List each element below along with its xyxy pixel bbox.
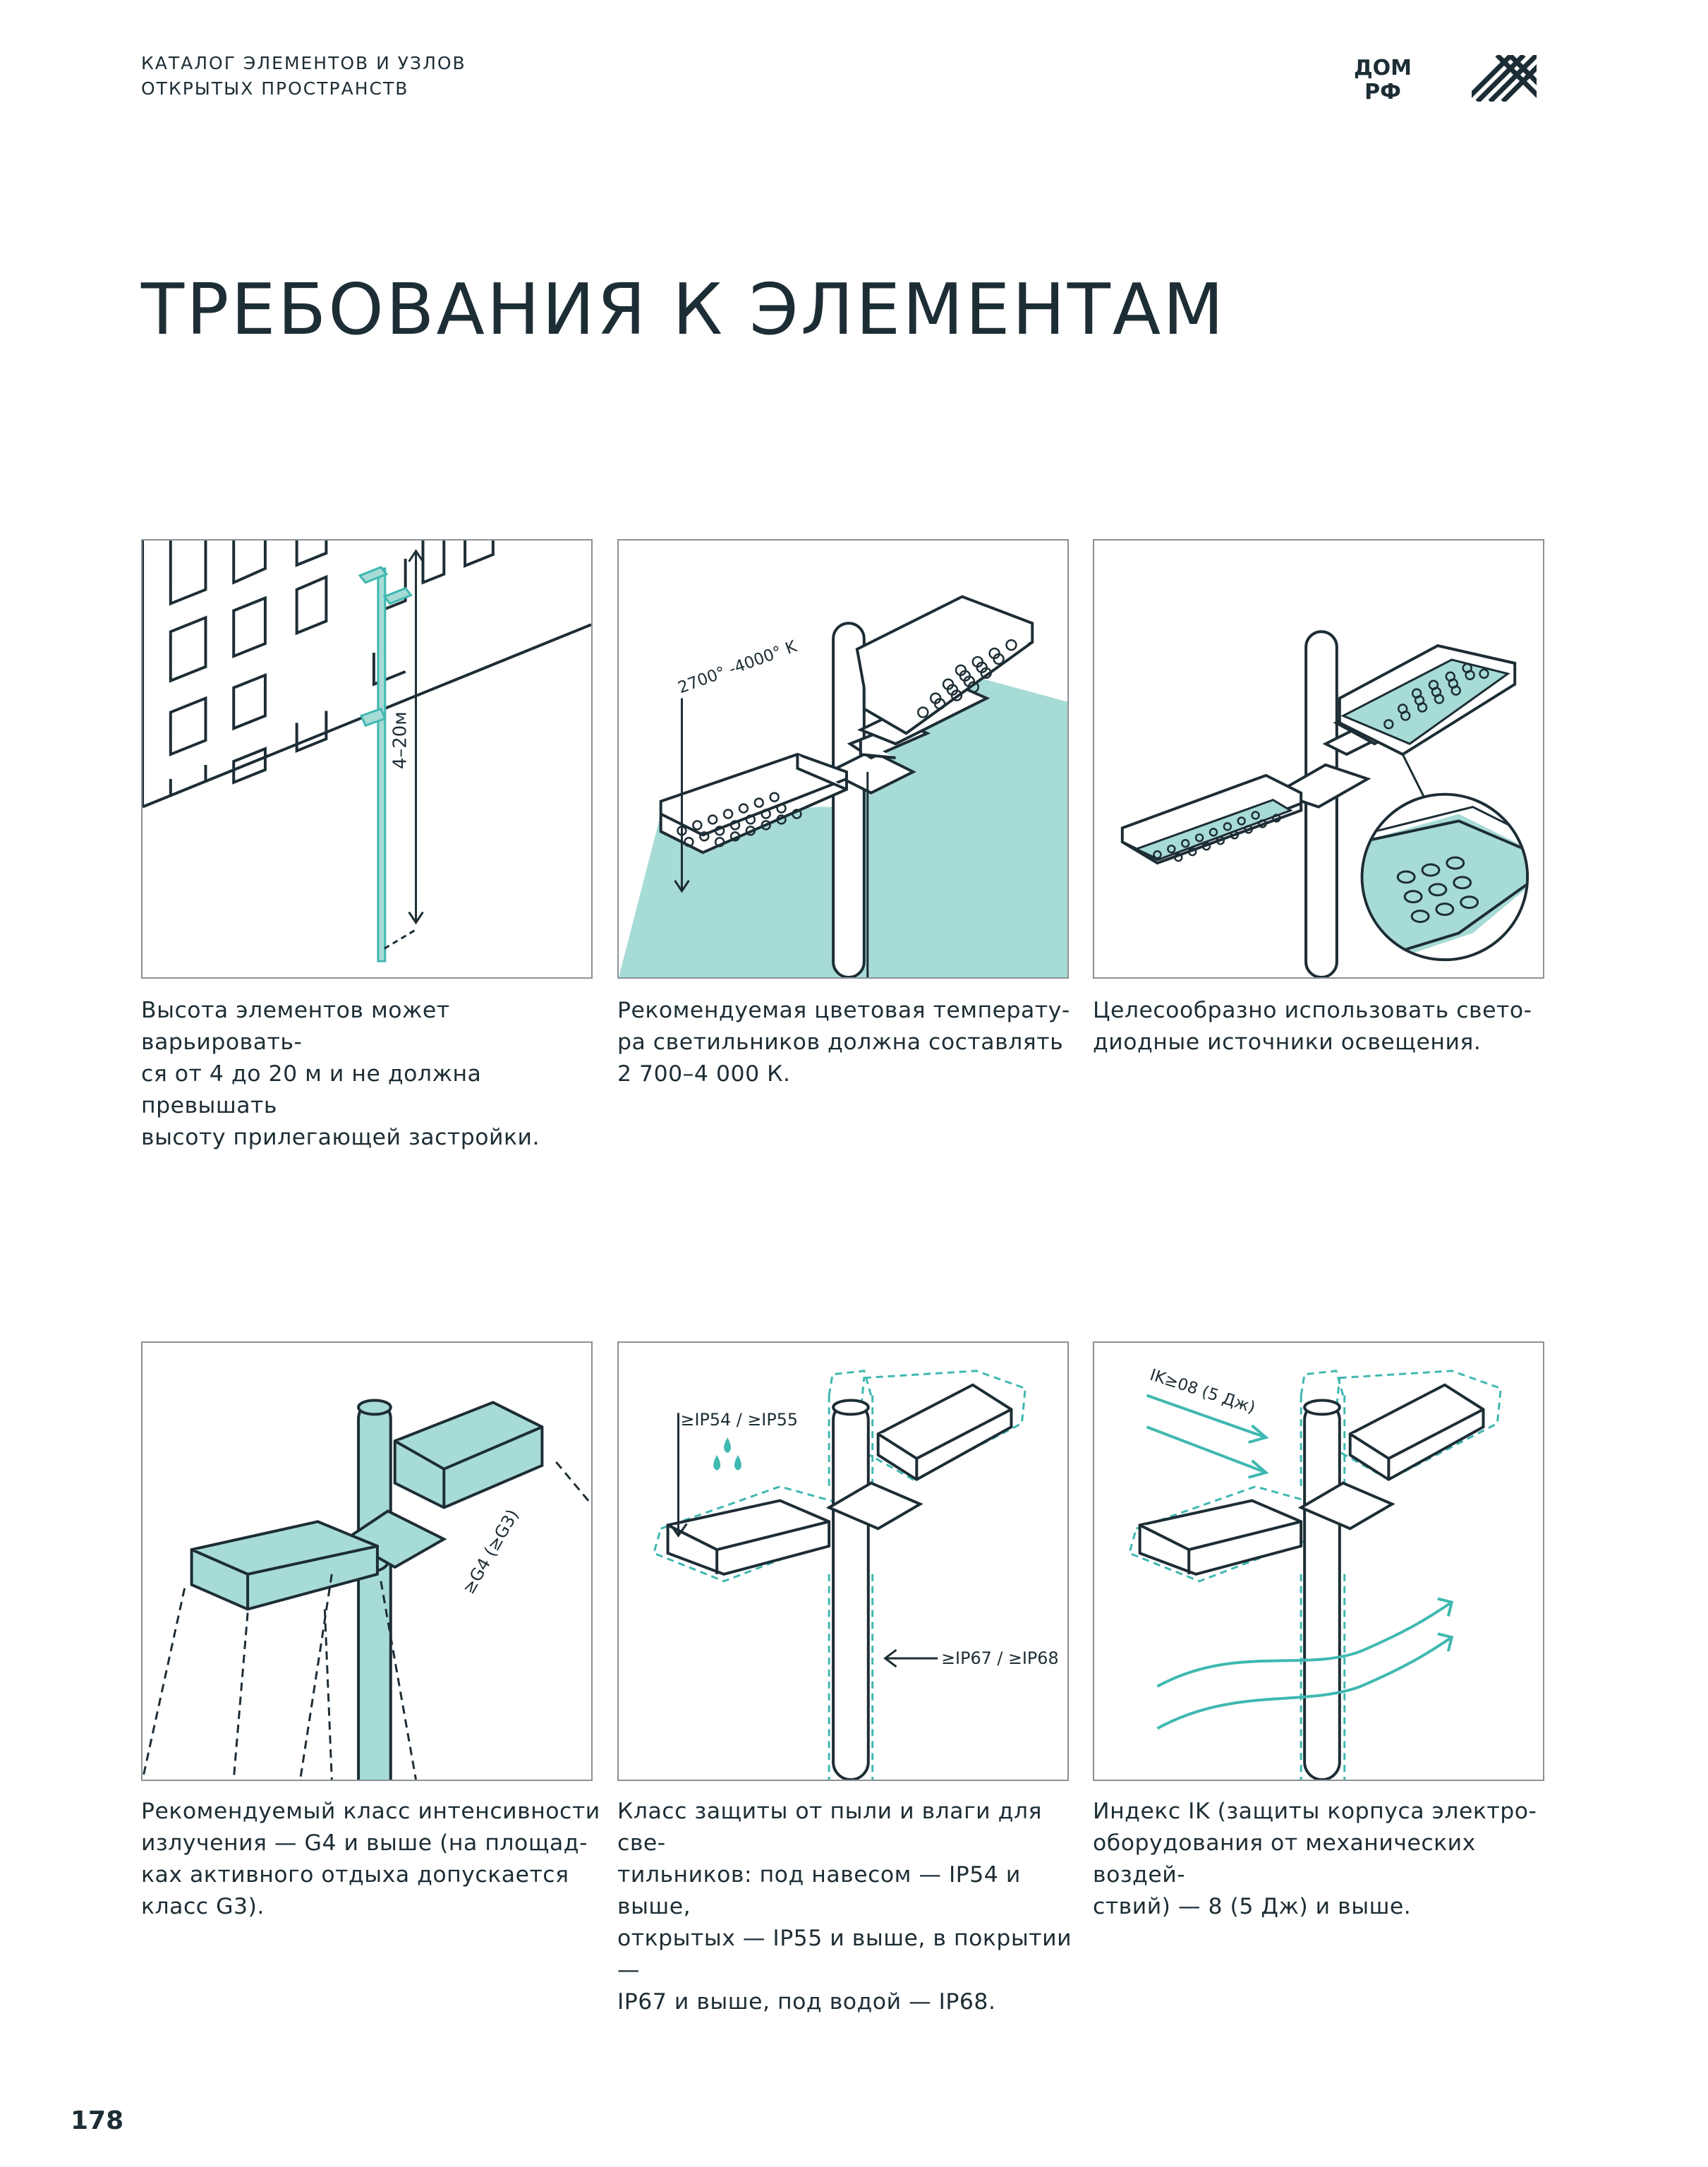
catalog-title-line-2: ОТКРЫТЫХ ПРОСТРАНСТВ [141,78,409,99]
dom-rf-logo [1353,54,1412,103]
page-title: ТРЕБОВАНИЯ К ЭЛЕМЕНТАМ [141,268,1226,351]
color-temperature-label: 2700° -4000° K [675,637,799,698]
logo-dom-text: ДОМ [1353,56,1412,80]
illustration-ip-protection [617,1341,1069,1781]
illustration-height [141,539,593,979]
caption-ip-protection: Класс защиты от пыли и влаги для све- тильников: под навесом — IP54 и выше, открытых — IP55 и выше, в покрытии — IP67 и выше, под водой — IP68. [617,1799,1072,2015]
illustration-intensity-class [141,1341,593,1781]
illustration-led [1093,539,1544,979]
hatched-pattern-logo [1472,55,1537,102]
catalog-title-line-1: КАТАЛОГ ЭЛЕМЕНТОВ И УЗЛОВ [141,53,466,73]
ik-label: IK≥08 (5 Дж) [1147,1365,1258,1418]
caption-height: Высота элементов может варьировать- ся от 4 до 20 м и не должна превышать высоту прилегающей застройки. [141,998,540,1150]
caption-intensity-class: Рекомендуемый класс интенсивности излучения — G4 и выше (на площад- ках активного отдыха допускается класс G3). [141,1799,600,1919]
caption-color-temperature: Рекомендуемая цветовая температу- ра светильников должна составлять 2 700–4 000 К. [617,998,1070,1087]
ip-label-top: ≥IP54 / ≥IP55 [680,1410,799,1430]
illustration-ik-impact [1093,1341,1544,1781]
page-number: 178 [71,2106,124,2135]
intensity-class-label: ≥G4 (≥G3) [458,1506,523,1598]
logo-rf-text: РФ [1364,80,1401,103]
caption-led: Целесообразно использовать свето- диодные источники освещения. [1093,998,1532,1055]
ip-label-bottom: ≥IP67 / ≥IP68 [941,1648,1059,1669]
illustration-color-temperature [617,539,1069,979]
height-label: 4–20м [389,711,411,770]
caption-ik-impact: Индекс IK (защиты корпуса электро- оборудования от механических воздей- ствий) — 8 (5 Дж) и выше. [1093,1799,1537,1919]
